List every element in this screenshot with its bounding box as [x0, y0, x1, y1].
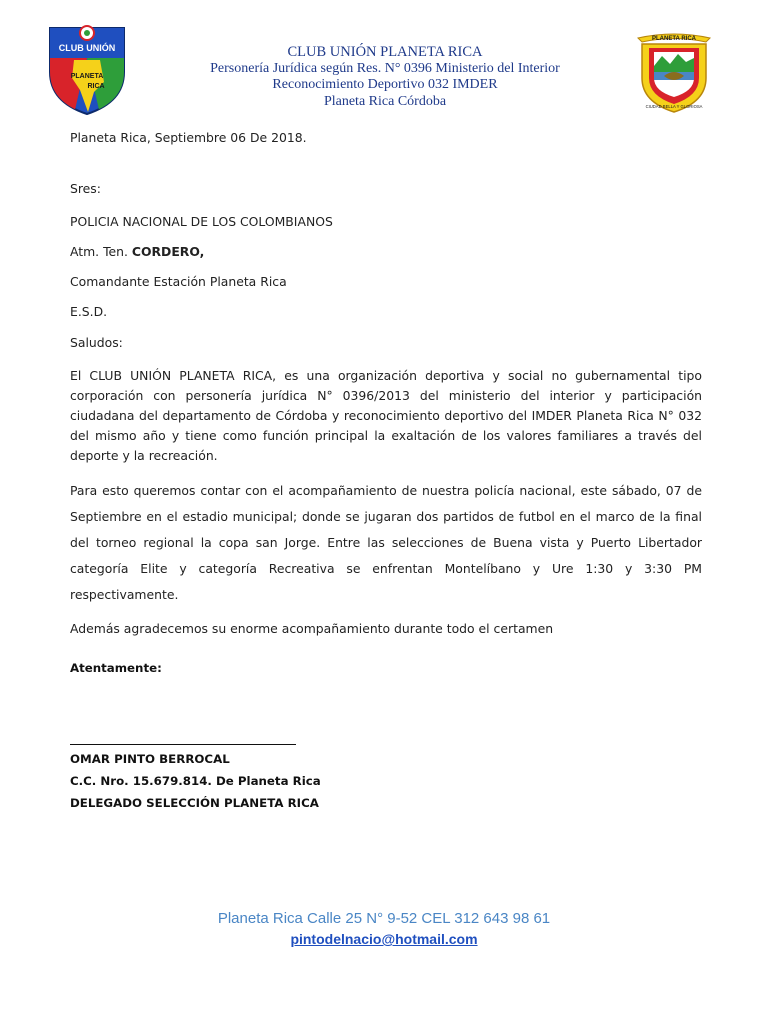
attention-prefix: Atm. Ten. — [70, 244, 132, 259]
esd-line: E.S.D. — [70, 304, 108, 319]
attention-line — [70, 244, 204, 259]
letter-date: Planeta Rica, Septiembre 06 De 2018. — [70, 130, 307, 145]
footer-address: Planeta Rica Calle 25 N° 9-52 CEL 312 643 98 61 — [217, 910, 551, 927]
municipal-shield-icon — [632, 28, 716, 114]
svg-text:PLANETA RICA: PLANETA RICA — [652, 36, 696, 42]
club-name: CLUB UNIÓN PLANETA RICA — [287, 44, 483, 60]
attention-name: CORDERO, — [131, 244, 205, 259]
salutation-sres: Sres: — [70, 181, 101, 196]
letterhead — [170, 44, 600, 110]
recipient-position: Comandante Estación Planeta Rica — [70, 274, 287, 289]
legal-registration: Personería Jurídica según Res. N° 0396 Ministerio del Interior — [210, 60, 560, 76]
paragraph-thanks: Además agradecemos su enorme acompañamiento durante todo el certamen — [70, 621, 554, 636]
club-shield-icon — [44, 20, 130, 116]
paragraph-request: Para esto queremos contar con el acompañamiento de nuestra policía nacional, este sábado, 07 de Septiembre en el estadio municipal; donde se jugaran dos partidos de futbol en el marco de la final del torneo regional la copa san Jorge. Entre las selecciones de Buena vista y Puerto Libertador categoría Elite y categoría Recreativa se enfrentan Montelíbano y Ure 1:30 y 3:30 PM respectivamente. — [70, 483, 702, 602]
greeting: Saludos: — [70, 335, 123, 350]
svg-text:CIUDAD BELLA Y GLORIOSA: CIUDAD BELLA Y GLORIOSA — [645, 104, 703, 109]
sports-recognition: Reconocimiento Deportivo 032 IMDER — [272, 77, 498, 92]
svg-text:CLUB UNIÓN: CLUB UNIÓN — [58, 43, 116, 53]
signer-id: C.C. Nro. 15.679.814. De Planeta Rica — [70, 774, 321, 788]
signer-role: DELEGADO SELECCIÓN PLANETA RICA — [70, 796, 319, 810]
municipal-logo — [632, 28, 716, 114]
footer-email — [0, 931, 768, 947]
recipient-org: POLICIA NACIONAL DE LOS COLOMBIANOS — [70, 214, 333, 229]
svg-text:RICA: RICA — [87, 83, 105, 90]
club-union-logo — [44, 20, 130, 116]
signature-line — [70, 744, 296, 745]
signer-name: OMAR PINTO BERROCAL — [70, 752, 230, 766]
svg-text:PLANETA: PLANETA — [70, 73, 104, 80]
paragraph-introduction: El CLUB UNIÓN PLANETA RICA, es una organización deportiva y social no gubernamental tipo corporación con personería jurídica N° 0396/2013 del ministerio del interior y participación ciudadana del departamento de Córdoba y reconocimiento deportivo del IMDER Planeta Rica N° 032 del mismo año y tiene como función principal la exaltación de los valores familiares a través del deporte y la recreación. — [70, 368, 702, 463]
email-link[interactable]: pintodelnacio@hotmail.com — [290, 931, 478, 947]
location: Planeta Rica Córdoba — [323, 93, 447, 109]
closing: Atentamente: — [70, 661, 162, 675]
